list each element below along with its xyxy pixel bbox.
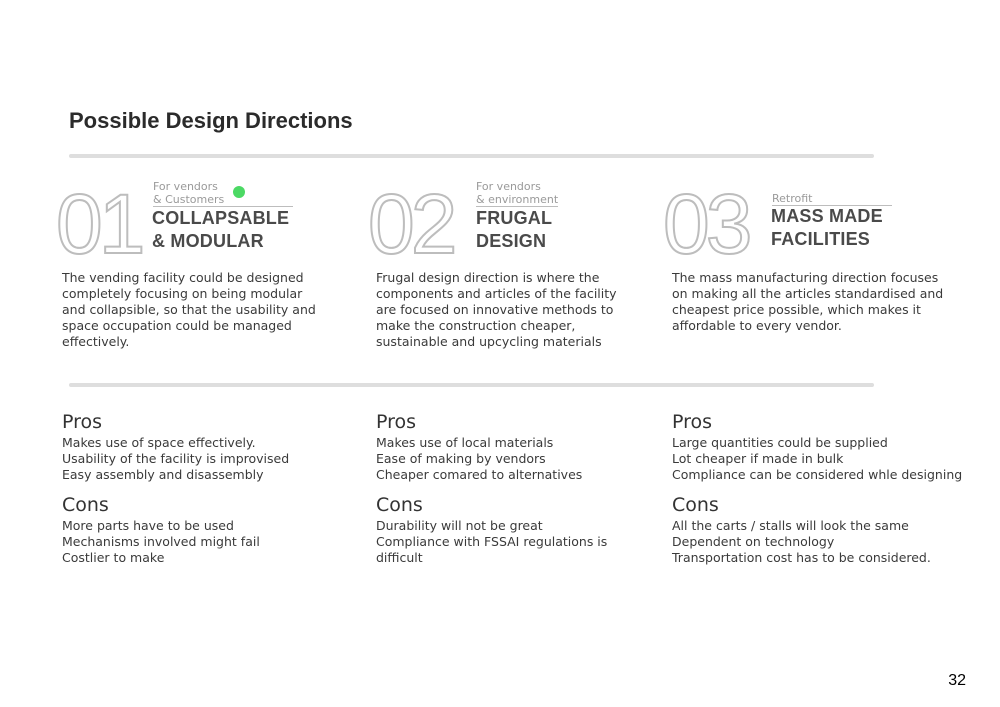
pros-list [376,435,582,483]
list-item: Makes use of local materials [376,435,554,450]
list-item: Costlier to make [62,550,165,565]
list-item: Dependent on technology [672,534,835,549]
list-item: difficult [376,550,423,565]
cons-list [672,518,931,566]
cons-heading: Cons [62,494,109,516]
description-line: cheapest price possible, which makes it [672,302,921,317]
direction-number: 01 [56,177,142,271]
direction-heading-line2: FACILITIES [771,229,871,249]
direction-tag-line1: For vendors [153,180,218,193]
description-line: on making all the articles standardised and [672,286,944,301]
list-item: Compliance can be considered whle designing [672,467,963,482]
list-item: Compliance with FSSAI regulations is [376,534,608,549]
direction-description [62,270,316,350]
cons-list [62,518,260,566]
direction-number: 03 [663,177,749,271]
direction-heading-line1: COLLAPSABLE [152,208,290,228]
list-item: Cheaper comared to alternatives [376,467,583,482]
list-item: Lot cheaper if made in bulk [672,451,844,466]
direction-tag-line2: & Customers [153,193,225,206]
pros-heading: Pros [62,411,103,433]
list-item: More parts have to be used [62,518,234,533]
description-line: The mass manufacturing direction focuses [672,270,939,285]
page-title: Possible Design Directions [69,108,353,133]
list-item: Usability of the facility is improvised [62,451,290,466]
list-item: Easy assembly and disassembly [62,467,264,482]
list-item: Durability will not be great [376,518,543,533]
list-item: Large quantities could be supplied [672,435,888,450]
list-item: Ease of making by vendors [376,451,546,466]
description-line: space occupation could be managed [62,318,292,333]
description-line: components and articles of the facility [376,286,617,301]
direction-description [376,270,617,350]
direction-tag-line1: For vendors [476,180,541,193]
direction-tag-line2: & environment [476,193,559,206]
green-dot-icon [233,186,245,198]
list-item: Makes use of space effectively. [62,435,256,450]
description-line: Frugal design direction is where the [376,270,600,285]
direction-tag-line1: Retrofit [772,192,813,205]
direction-heading-line2: & MODULAR [152,231,264,251]
page-number: 32 [948,672,966,689]
top-divider [69,154,874,158]
pros-heading: Pros [672,411,713,433]
direction-description [672,270,943,334]
description-line: are focused on innovative methods to [376,302,614,317]
description-line: affordable to every vendor. [672,318,842,333]
description-line: completely focusing on being modular [62,286,303,301]
list-item: Transportation cost has to be considered. [672,550,931,565]
middle-divider [69,383,874,387]
description-line: make the construction cheaper, [376,318,576,333]
list-item: All the carts / stalls will look the same [672,518,909,533]
description-line: effectively. [62,334,130,349]
cons-heading: Cons [672,494,719,516]
list-item: Mechanisms involved might fail [62,534,260,549]
pros-list [672,435,962,483]
direction-heading-line1: FRUGAL [476,208,553,228]
description-line: and collapsible, so that the usability and [62,302,316,317]
pros-list [62,435,289,483]
direction-heading-line2: DESIGN [476,231,547,251]
direction-heading-line1: MASS MADE [771,206,883,226]
direction-number: 02 [368,177,454,271]
description-line: sustainable and upcycling materials [376,334,602,349]
cons-heading: Cons [376,494,423,516]
description-line: The vending facility could be designed [62,270,304,285]
cons-list [376,518,607,566]
pros-heading: Pros [376,411,417,433]
